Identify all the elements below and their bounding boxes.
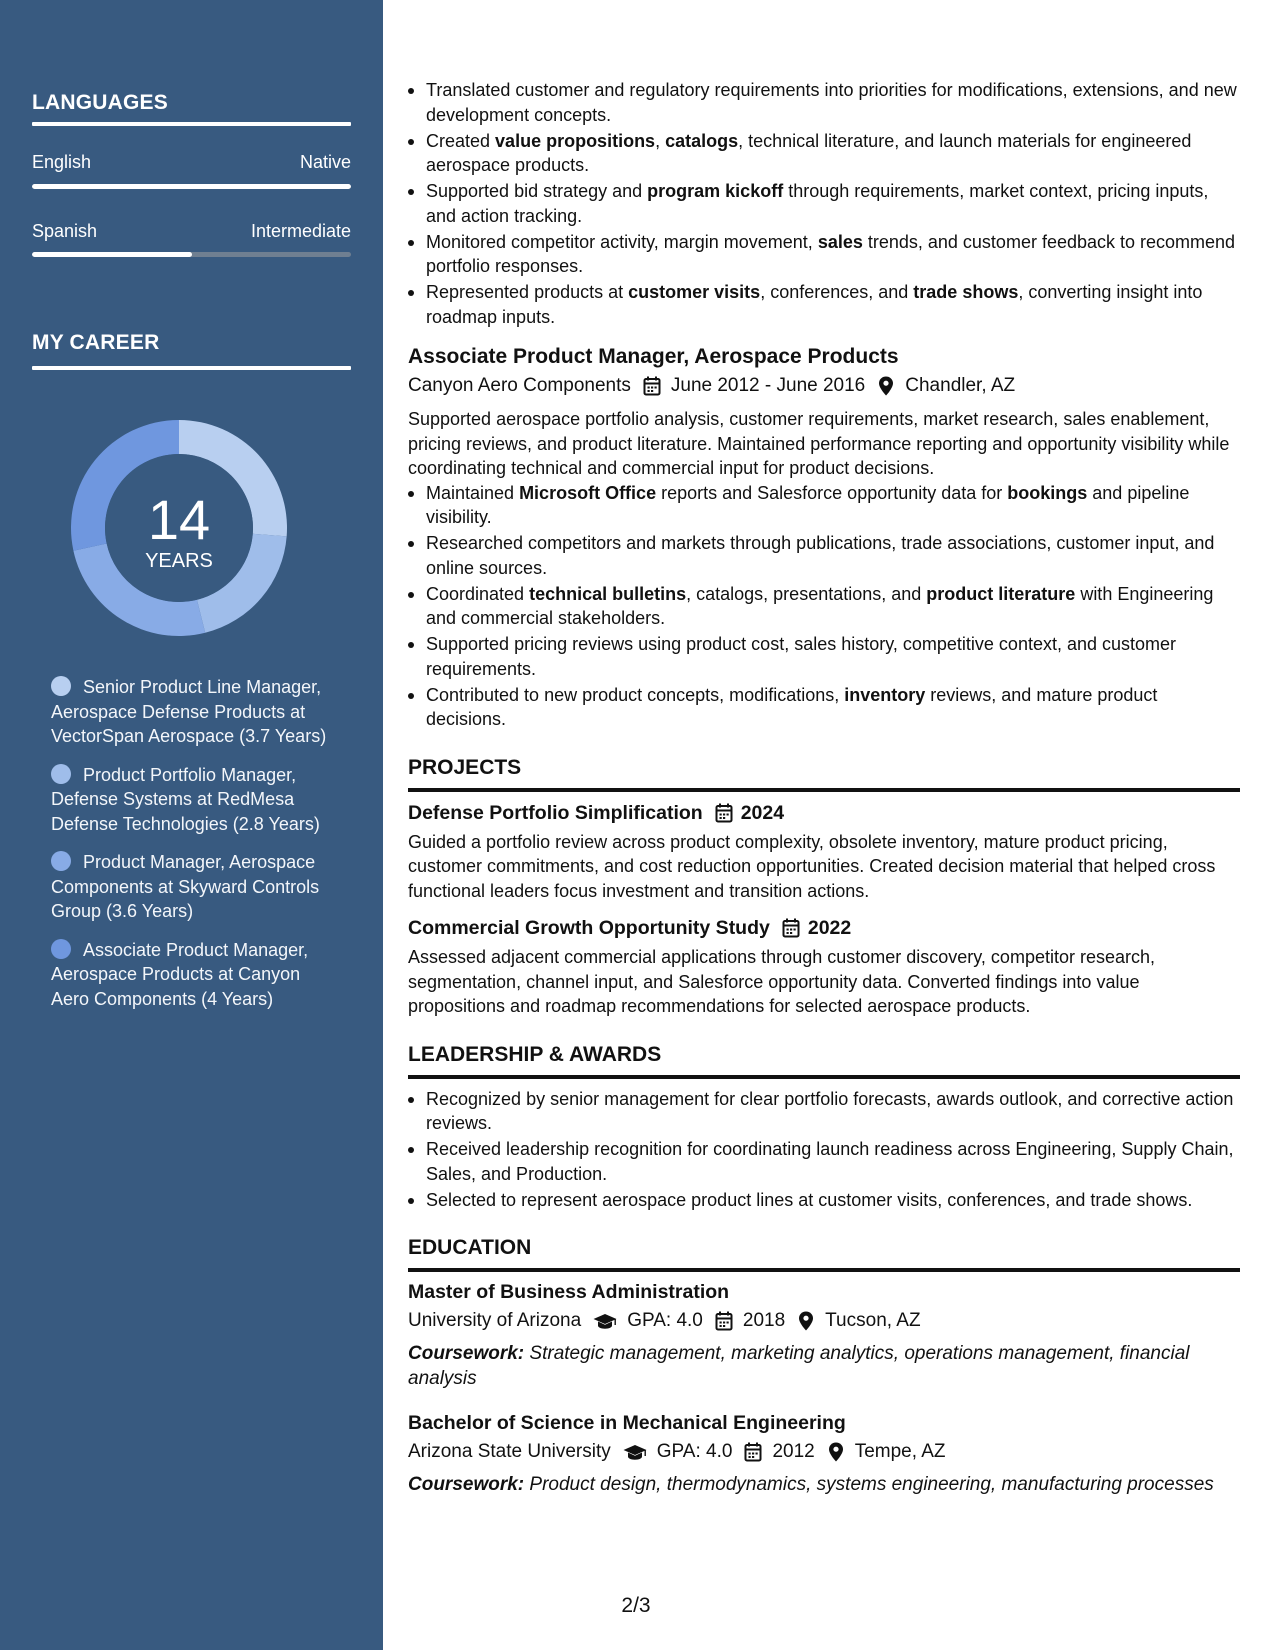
languages-rule bbox=[32, 122, 351, 126]
location-pin-icon bbox=[797, 1311, 815, 1331]
graduation-cap-icon bbox=[593, 1311, 617, 1331]
bold-keyword: sales bbox=[817, 231, 863, 252]
language-level: Native bbox=[299, 152, 351, 172]
bold-keyword: inventory bbox=[844, 684, 926, 705]
career-dot bbox=[51, 676, 71, 696]
bold-keyword: value propositions bbox=[495, 130, 656, 151]
previous-job-bullets bbox=[408, 78, 1240, 329]
experience-bullet: Supported bid strategy and program kickoff through requirements, market context, pricing inputs, and action tracking. bbox=[408, 179, 1240, 228]
calendar-icon bbox=[744, 1442, 762, 1462]
degree-title: Master of Business Administration bbox=[408, 1281, 730, 1303]
leadership-bullets bbox=[408, 1087, 1240, 1213]
location-pin-icon bbox=[877, 376, 895, 396]
language-fill bbox=[32, 184, 351, 189]
school-name: University of Arizona bbox=[408, 1310, 582, 1331]
career-dot bbox=[51, 851, 71, 871]
experience-bullet: Contributed to new product concepts, modifications, inventory reviews, and mature product decisions. bbox=[408, 683, 1240, 732]
career-item-text: Associate Product Manager, Aerospace Products at Canyon Aero Components (4 Years) bbox=[51, 939, 309, 1009]
career-item bbox=[51, 763, 341, 837]
gpa: GPA: 4.0 bbox=[656, 1441, 733, 1462]
bold-keyword: bookings bbox=[1007, 482, 1088, 503]
experience-bullet: Created value propositions, catalogs, technical literature, and launch materials for engineered aerospace products. bbox=[408, 129, 1240, 178]
career-donut-chart bbox=[66, 415, 292, 641]
language-bar-spanish bbox=[32, 252, 351, 257]
calendar-icon bbox=[715, 803, 733, 823]
experience-bullet: Supported pricing reviews using product cost, sales history, competitive context, and customer requirements. bbox=[408, 632, 1240, 681]
job-dates: June 2012 - June 2016 bbox=[670, 375, 866, 396]
main-content bbox=[408, 78, 1240, 1498]
experience-bullet: Monitored competitor activity, margin movement, sales trends, and customer feedback to recommend portfolio responses. bbox=[408, 230, 1240, 279]
school-location: Tucson, AZ bbox=[825, 1310, 921, 1331]
career-item bbox=[51, 850, 341, 924]
leadership-bullet: Recognized by senior management for clear portfolio forecasts, awards outlook, and corrective action reviews. bbox=[408, 1087, 1240, 1136]
total-years: 14 bbox=[147, 488, 211, 551]
career-dot bbox=[51, 939, 71, 959]
language-row-spanish bbox=[32, 221, 351, 242]
career-item-text: Senior Product Line Manager, Aerospace Defense Products at VectorSpan Aerospace (3.7 Years) bbox=[51, 677, 327, 746]
language-name: Spanish bbox=[32, 221, 98, 241]
bold-keyword: product literature bbox=[926, 583, 1076, 604]
school-name: Arizona State University bbox=[408, 1441, 611, 1462]
project-year: 2022 bbox=[807, 917, 852, 939]
career-title: MY CAREER bbox=[32, 331, 160, 354]
leadership-rule bbox=[408, 1075, 1240, 1079]
career-dot bbox=[51, 764, 71, 784]
projects-title: PROJECTS bbox=[408, 755, 522, 779]
bold-keyword: customer visits bbox=[628, 282, 761, 302]
language-name: English bbox=[32, 152, 92, 172]
school-location: Tempe, AZ bbox=[854, 1441, 946, 1462]
calendar-icon bbox=[643, 376, 661, 396]
languages-title: LANGUAGES bbox=[32, 91, 168, 114]
job-company: Canyon Aero Components bbox=[408, 375, 631, 396]
leadership-bullet: Selected to represent aerospace product lines at customer visits, conferences, and trade shows. bbox=[408, 1188, 1240, 1213]
language-level: Intermediate bbox=[250, 221, 351, 241]
career-rule bbox=[32, 366, 351, 370]
coursework bbox=[408, 1342, 1240, 1391]
degree-title: Bachelor of Science in Mechanical Engineering bbox=[408, 1412, 846, 1434]
project-year: 2024 bbox=[740, 801, 785, 824]
education-title: EDUCATION bbox=[408, 1236, 532, 1259]
experience-bullet: Maintained Microsoft Office reports and Salesforce opportunity data for bookings and pipeline visibility. bbox=[408, 481, 1240, 530]
career-item-text: Product Manager, Aerospace Components at Skyward Controls Group (3.6 Years) bbox=[51, 852, 320, 921]
job-location: Chandler, AZ bbox=[905, 375, 1016, 396]
career-item bbox=[51, 675, 341, 749]
career-list bbox=[51, 675, 341, 1025]
projects-rule bbox=[408, 788, 1240, 792]
project-title bbox=[408, 913, 1240, 943]
project-title bbox=[408, 798, 1240, 828]
job-meta bbox=[408, 371, 1240, 401]
job-title: Associate Product Manager, Aerospace Products bbox=[408, 345, 899, 368]
years-label: YEARS bbox=[145, 550, 213, 572]
experience-bullet: Translated customer and regulatory requirements into priorities for modifications, extensions, and new development concepts. bbox=[408, 78, 1240, 127]
project-name: Defense Portfolio Simplification bbox=[408, 801, 703, 824]
job-bullets bbox=[408, 481, 1240, 732]
education-rule bbox=[408, 1268, 1240, 1272]
bold-keyword: Microsoft Office bbox=[519, 482, 657, 503]
experience-bullet: Researched competitors and markets through publications, trade associations, customer input, and online sources. bbox=[408, 531, 1240, 580]
coursework-text: Product design, thermodynamics, systems engineering, manufacturing processes bbox=[529, 1474, 1214, 1495]
sidebar bbox=[0, 0, 383, 1650]
graduation-cap-icon bbox=[623, 1442, 647, 1462]
language-bar-english bbox=[32, 184, 351, 189]
bold-keyword: trade shows bbox=[913, 282, 1019, 302]
bold-keyword: catalogs bbox=[665, 130, 739, 151]
experience-bullet: Coordinated technical bulletins, catalogs, presentations, and product literature with Engineering and commercial stakeholders. bbox=[408, 582, 1240, 631]
calendar-icon bbox=[715, 1311, 733, 1331]
page-number: 2/3 bbox=[621, 1594, 651, 1617]
coursework-label: Coursework: bbox=[408, 1474, 525, 1495]
bold-keyword: program kickoff bbox=[647, 181, 784, 201]
education-meta bbox=[408, 1306, 1240, 1336]
education-meta bbox=[408, 1437, 1240, 1467]
project-description: Assessed adjacent commercial applications through customer discovery, competitor research, segmentation, channel input, and Salesforce opportunity data. Converted findings into value propositions and roadmap recommendations for selected aerospace products. bbox=[408, 947, 1155, 1016]
coursework-label: Coursework: bbox=[408, 1343, 525, 1364]
location-pin-icon bbox=[827, 1442, 845, 1462]
coursework bbox=[408, 1473, 1240, 1498]
project-name: Commercial Growth Opportunity Study bbox=[408, 917, 770, 939]
experience-bullet: Represented products at customer visits, conferences, and trade shows, converting insight into roadmap inputs. bbox=[408, 280, 1240, 329]
calendar-icon bbox=[782, 918, 800, 938]
career-item bbox=[51, 938, 341, 1012]
project-description: Guided a portfolio review across product complexity, obsolete inventory, mature product pricing, customer commitments, and cost reduction opportunities. Created decision material that helped cross functional leaders focus investment and transition actions. bbox=[408, 831, 1216, 901]
graduation-year: 2018 bbox=[742, 1310, 786, 1331]
job-summary: Supported aerospace portfolio analysis, customer requirements, market research, sales enablement, pricing reviews, and product literature. Maintained performance reporting and opportunity visibility while coordinating technical and commercial input for product decisions. bbox=[408, 409, 1230, 478]
language-fill bbox=[32, 252, 192, 257]
bold-keyword: technical bulletins bbox=[529, 583, 687, 604]
career-item-text: Product Portfolio Manager, Defense Systems at RedMesa Defense Technologies (2.8 Years) bbox=[51, 764, 320, 834]
graduation-year: 2012 bbox=[772, 1441, 815, 1462]
leadership-title: LEADERSHIP & AWARDS bbox=[408, 1042, 662, 1066]
gpa: GPA: 4.0 bbox=[627, 1310, 703, 1331]
coursework-text: Strategic management, marketing analytics, operations management, financial analysis bbox=[408, 1343, 1190, 1389]
leadership-bullet: Received leadership recognition for coordinating launch readiness across Engineering, Supply Chain, Sales, and Production. bbox=[408, 1137, 1240, 1186]
language-row-english bbox=[32, 152, 351, 173]
